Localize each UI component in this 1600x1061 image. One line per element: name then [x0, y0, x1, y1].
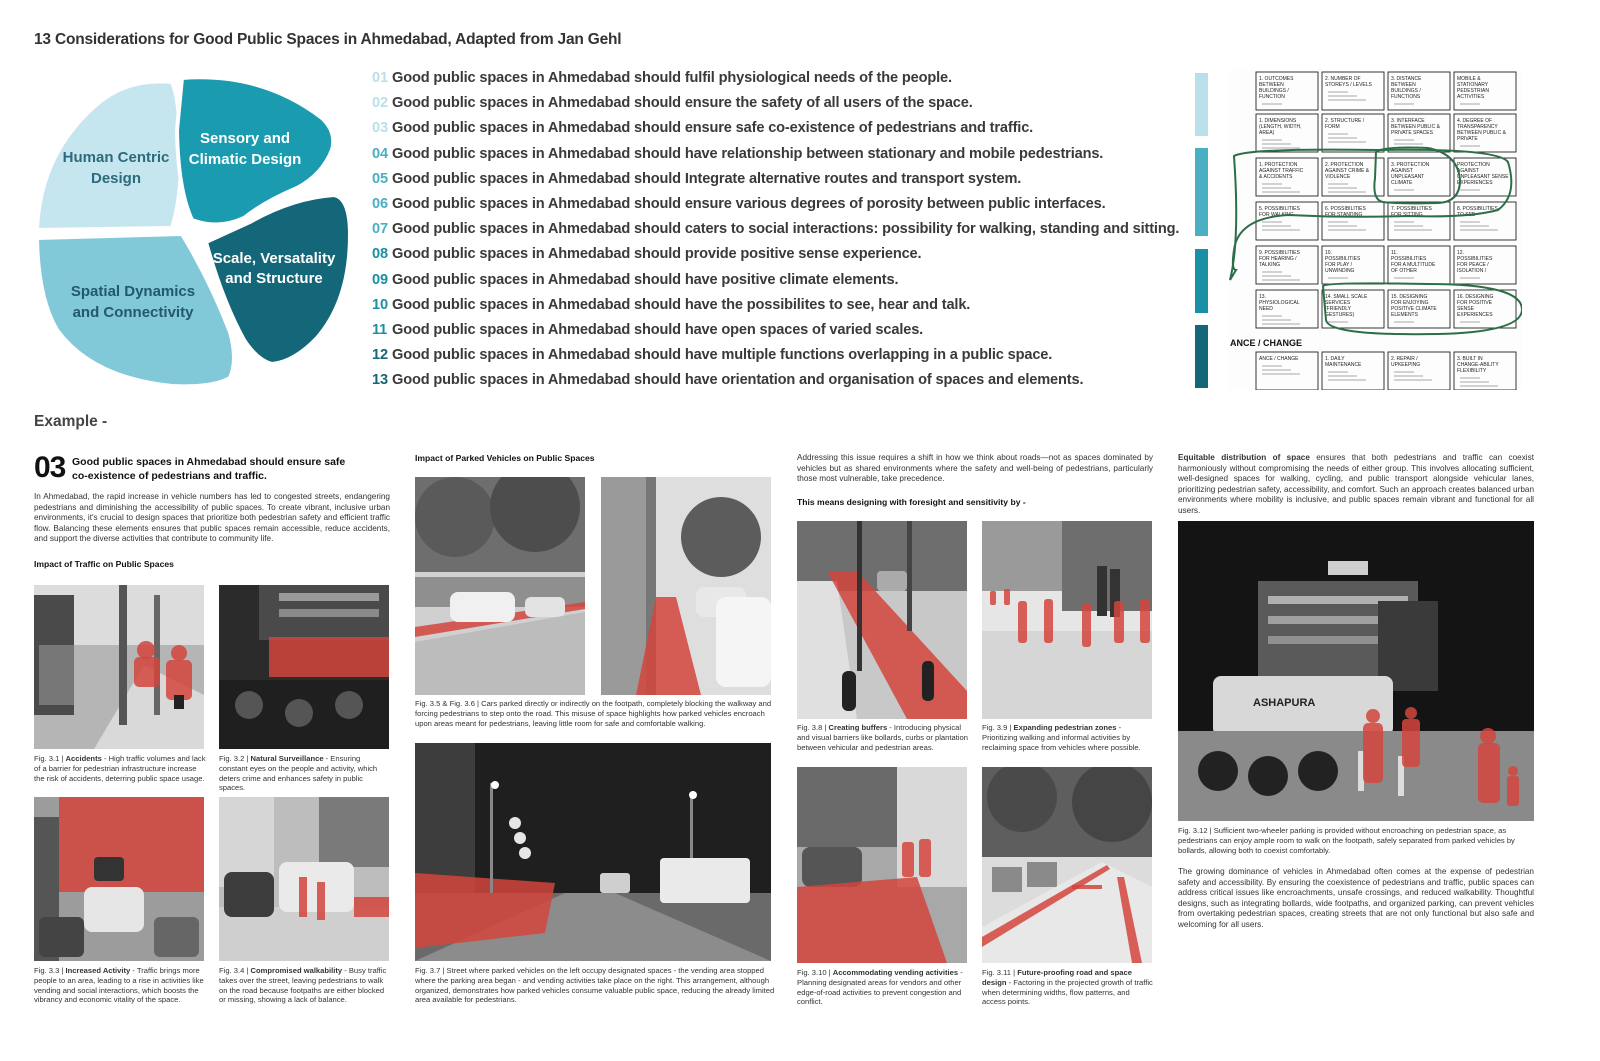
consideration-item — [372, 120, 1182, 145]
consideration-text: Good public spaces in Ahmedabad should provide positive sense experience. — [392, 246, 922, 263]
category-bar-1 — [1195, 73, 1208, 136]
gehl-checklist-sketch — [1228, 70, 1522, 390]
consideration-text: Good public spaces in Ahmedabad should ensure the safety of all users of the space. — [392, 95, 973, 112]
checklist-cell-text: 10. POSSIBILITIES FOR PLAY / UNWINDING — [1325, 250, 1361, 274]
consideration-item — [372, 95, 1182, 120]
category-bar-4 — [1195, 325, 1208, 388]
highlight-overlay — [1480, 728, 1496, 744]
caption-fig-3-8: Fig. 3.8 | Creating buffers - Introducing physical and visual barriers like bollards, curbs or plantation between vehicular and pedestrian areas. — [797, 723, 968, 752]
highlight-overlay — [1478, 743, 1500, 803]
checklist-cell-text: 14. SMALL SCALE SERVICES (FRIENDLY GESTURES) — [1325, 294, 1368, 318]
checklist-cell-text: 3. PROTECTION AGAINST UNPLEASANT CLIMATE — [1391, 162, 1430, 186]
highlight-overlay — [990, 591, 996, 605]
caption-fig-3-1: Fig. 3.1 | Accidents - High traffic volumes and lack of a barrier for pedestrian infrastructure increase the risk of accidents, deterring public space usage. — [34, 754, 206, 783]
pie-label-sensory: Sensory and — [199, 130, 291, 147]
highlight-overlay — [902, 842, 914, 877]
consideration-number: 12 — [372, 347, 388, 364]
consideration-text: Good public spaces in Ahmedabad should have relationship between stationary and mobile pedestrians. — [392, 145, 1104, 162]
highlight-overlay — [1140, 599, 1150, 643]
checklist-cell-text: 1. DAILY MAINTENANCE — [1325, 356, 1362, 368]
highlight-overlay — [1363, 723, 1383, 783]
highlight-overlay — [1366, 709, 1380, 723]
photo-fig-3-8 — [797, 521, 967, 719]
col3-heading: This means designing with foresight and sensitivity by - — [797, 497, 1026, 507]
caption-fig-3-4: Fig. 3.4 | Compromised walkability - Busy traffic takes over the street, leaving pedestrians to walk on the road because footpaths are either blocked or missing, showing a lack of balance. — [219, 966, 387, 1005]
consideration-text: Good public spaces in Ahmedabad should have the possibilites to see, hear and talk. — [392, 296, 971, 313]
consideration-number: 09 — [372, 271, 388, 288]
traffic-heading: Impact of Traffic on Public Spaces — [34, 559, 174, 569]
consideration-number: 06 — [372, 195, 388, 212]
pie-label-human-centric-2: Design — [90, 170, 142, 187]
checklist-cell-text: 3. BUILT IN CHANGE-ABILITY FLEXIBILITY — [1457, 356, 1499, 374]
highlight-overlay — [171, 645, 187, 661]
consideration-item — [372, 171, 1182, 196]
highlight-overlay — [1507, 776, 1519, 806]
example-title: Good public spaces in Ahmedabad should ensure safe co-existence of pedestrians and traffic. — [72, 456, 346, 482]
highlight-overlay — [166, 660, 192, 700]
consideration-number: 10 — [372, 296, 388, 313]
checklist-cell-text: 1. PROTECTION AGAINST TRAFFIC & ACCIDENTS — [1259, 162, 1304, 180]
pie-label-sensory-2: Climatic Design — [188, 151, 302, 168]
caption-fig-3-7: Fig. 3.7 | Street where parked vehicles on the left occupy designated spaces - the vending area stopped where the parking area began - and vending activities take place on the right. This arrangement, although organized, demonstrates how parked vehicles consume valuable public space, reducing the already limited area available for pedestrians. — [415, 966, 775, 1005]
caption-fig-3-11: Fig. 3.11 | Future-proofing road and space design - Factoring in the projected growth of traffic when determining widths, flow patterns, and access points. — [982, 968, 1153, 1007]
highlight-overlay — [134, 657, 160, 687]
checklist-cell-text: 6. POSSIBILITIES FOR STANDING — [1325, 206, 1366, 218]
highlight-overlay — [299, 877, 307, 917]
photo-fig-3-10 — [797, 767, 967, 963]
photo-fig-3-3 — [34, 797, 204, 961]
consideration-text: Good public spaces in Ahmedabad should have positive climate elements. — [392, 271, 899, 288]
consideration-item — [372, 146, 1182, 171]
example-intro: In Ahmedabad, the rapid increase in vehicle numbers has led to congested streets, endangering pedestrians and diminishing the accessibility of public spaces. To create vibrant, inclusive urban environments, it's crucial to design spaces that prioritize both pedestrian safety and efficient traffic flow. Balancing these elements ensures that public spaces remain accessible, reduce accidents, and support the diverse activities that contribute to community life. — [34, 492, 390, 544]
highlight-overlay — [1082, 603, 1091, 647]
parked-heading: Impact of Parked Vehicles on Public Spaces — [415, 453, 595, 463]
consideration-text: Good public spaces in Ahmedabad should caters to social interactions: possibility for walking, standing and sitting. — [392, 221, 1180, 238]
caption-fig-3-3: Fig. 3.3 | Increased Activity - Traffic brings more people to an area, leading to a rise in activities like vending and social interactions, which boosts the vibrancy and economic vitality of the space. — [34, 966, 204, 1005]
checklist-cell-text: 13. PHYSIOLOGICAL NEED — [1259, 294, 1300, 312]
highlight-overlay — [269, 637, 389, 677]
checklist-cell-text: 15. DESIGNING FOR ENJOYING POSITIVE CLIMATE ELEMENTS — [1391, 294, 1437, 318]
photo-fig-3-12 — [1178, 521, 1534, 821]
consideration-number: 02 — [372, 95, 388, 112]
consideration-item — [372, 322, 1182, 347]
col4-intro: Equitable distribution of space ensures that both pedestrians and traffic can coexist harmoniously without compromising the needs of either group. This involves allocating sufficient, well-designed spaces for walking, cycling, and public transport alongside vehicular lanes, prioritizing pedestrian safety, accessibility, and comfort. Such an approach creates balanced urban environments where mobility is inclusive, and public spaces remain vibrant and functional for all users. — [1178, 453, 1534, 515]
consideration-item — [372, 347, 1182, 372]
photo-fig-3-11 — [982, 767, 1152, 963]
caption-fig-3-2: Fig. 3.2 | Natural Surveillance - Ensuring constant eyes on the people and activity, which deters crime and enhances safety in public spaces. — [219, 754, 378, 793]
checklist-cell-text: 2. STRUCTURE / FORM — [1325, 118, 1365, 130]
checklist-cell-text: 1. OUTCOMES BETWEEN BUILDINGS / FUNCTION — [1259, 76, 1294, 100]
pie-label-scale: Scale, Versatality — [212, 250, 336, 267]
checklist-cell-text: 7. POSSIBILITIES FOR SITTING — [1391, 206, 1432, 218]
example-heading: Example - — [34, 413, 108, 430]
photo-fig-3-2 — [219, 585, 389, 749]
consideration-text: Good public spaces in Ahmedabad should fulfil physiological needs of the people. — [392, 70, 952, 86]
consideration-text: Good public spaces in Ahmedabad should ensure various degrees of porosity between public interfaces. — [392, 195, 1106, 212]
consideration-number: 05 — [372, 170, 388, 187]
consideration-text: Good public spaces in Ahmedabad should have orientation and organisation of spaces and elements. — [392, 372, 1084, 389]
checklist-section-label: ANCE / CHANGE — [1230, 338, 1303, 348]
checklist-cell-text: MOBILE & STATIONARY PEDESTRIAN ACTIVITIES — [1457, 76, 1489, 100]
checklist-cell-text: 2. PROTECTION AGAINST CRIME & VIOLENCE — [1325, 162, 1370, 180]
photo-fig-3-4 — [219, 797, 389, 961]
consideration-number: 08 — [372, 246, 388, 263]
consideration-item — [372, 196, 1182, 221]
consideration-text: Good public spaces in Ahmedabad should Integrate alternative routes and transport system. — [392, 170, 1022, 187]
checklist-cell-text: 9. POSSIBILITIES FOR HEARING / TALKING — [1259, 250, 1300, 268]
category-bar-3 — [1195, 249, 1208, 313]
highlight-overlay — [59, 797, 204, 892]
highlight-overlay — [354, 897, 389, 917]
consideration-item — [372, 297, 1182, 322]
checklist-cell-text: 16. DESIGNING FOR POSITIVE SENSE EXPERIENCES — [1457, 294, 1494, 318]
checklist-cell-text: PROTECTION AGAINST UNPLEASANT SENSE EXPERIENCES — [1457, 162, 1509, 186]
pie-label-human-centric: Human Centric — [62, 149, 170, 166]
bus-sign: ASHAPURA — [1253, 697, 1316, 709]
consideration-item — [372, 272, 1182, 297]
checklist-cell-text: 5. POSSIBILITIES FOR WALKING — [1259, 206, 1300, 218]
considerations-list — [372, 70, 1182, 397]
highlight-overlay — [919, 839, 931, 877]
consideration-number: 07 — [372, 221, 388, 238]
highlight-overlay — [137, 641, 155, 659]
consideration-item — [372, 246, 1182, 271]
considerations-pie-diagram — [32, 70, 362, 395]
highlight-overlay — [1114, 601, 1124, 643]
photo-fig-3-5 — [415, 477, 585, 695]
checklist-cell-text: 1. DIMENSIONS (LENGTH, WIDTH, AREA) — [1259, 118, 1302, 136]
col3-intro: Addressing this issue requires a shift in how we think about roads—not as spaces dominated by vehicles but as shared environments where the safety and well-being of pedestrians, particularly those most vulnerable, take precedence. — [797, 453, 1153, 484]
consideration-number: 04 — [372, 145, 388, 162]
photo-fig-3-6 — [601, 477, 771, 695]
consideration-text: Good public spaces in Ahmedabad should ensure safe co-existence of pedestrians and traffic. — [392, 120, 1034, 137]
photo-fig-3-1 — [34, 585, 204, 749]
highlight-overlay — [317, 882, 325, 920]
consideration-text: Good public spaces in Ahmedabad should have multiple functions overlapping in a public space. — [392, 347, 1053, 364]
highlight-overlay — [1018, 601, 1027, 643]
pie-label-spatial-2: and Connectivity — [72, 304, 194, 321]
checklist-cell-text: 8. POSSIBILITIES TO SEE — [1457, 206, 1498, 218]
caption-fig-3-12: Fig. 3.12 | Sufficient two-wheeler parking is provided without encroaching on pedestrian space, as pedestrians can enjoy ample room to walk on the footpath, safely separated from parked vehicles by bollards, allowing both to coexist comfortably. — [1178, 826, 1515, 855]
checklist-cell-text: 11. POSSIBILITIES FOR A MULTITUDE OF OTHER — [1391, 250, 1436, 274]
photo-fig-3-7 — [415, 743, 771, 961]
highlight-overlay — [1402, 719, 1420, 767]
highlight-overlay — [1004, 589, 1010, 605]
caption-fig-3-10: Fig. 3.10 | Accommodating vending activities - Planning designated areas for vendors and other edge-of-road activities to prevent congestion and conflict. — [797, 968, 963, 1007]
consideration-number: 13 — [372, 372, 388, 389]
consideration-text: Good public spaces in Ahmedabad should have open spaces of varied scales. — [392, 321, 924, 338]
pie-label-scale-2: and Structure — [225, 270, 323, 287]
checklist-cell-text: 2. REPAIR / UPKEEPING — [1391, 356, 1421, 368]
photo-fig-3-9 — [982, 521, 1152, 719]
checklist-cell-text: 12. POSSIBILITIES FOR PEACE / ISOLATION / — [1457, 250, 1493, 274]
col4-outro: The growing dominance of vehicles in Ahmedabad often comes at the expense of pedestrian safety and accessibility. By ensuring the coexistence of pedestrians and traffic, public spaces can address critical issues like encroachments, unsafe crossings, and reduced walkability. Thoughtful designs, such as integrating bollards, wide footpaths, and organized parking, can prevent vehicles from overtaking pedestrian spaces, creating streets that are not only functional but also safe and welcoming for all users. — [1178, 867, 1534, 929]
highlight-overlay — [1044, 599, 1053, 643]
consideration-number: 03 — [372, 120, 388, 137]
checklist-cell-text: 2. NUMBER OF STOREYS / LEVELS — [1325, 76, 1372, 88]
pie-label-spatial: Spatial Dynamics — [70, 283, 196, 300]
example-number: 03 — [34, 451, 66, 484]
consideration-item — [372, 70, 1182, 95]
highlight-overlay — [1405, 707, 1417, 719]
checklist-cell-text: 4. DEGREE OF TRANSPARENCY BETWEEN PUBLIC & PRIVATE — [1457, 118, 1506, 142]
caption-fig-3-9: Fig. 3.9 | Expanding pedestrian zones - Prioritizing walking and informal activities by reclaiming space from vehicles where possible. — [982, 723, 1141, 752]
consideration-number: 01 — [372, 70, 388, 86]
page-title: 13 Considerations for Good Public Spaces in Ahmedabad, Adapted from Jan Gehl — [34, 31, 622, 48]
category-bar-2 — [1195, 148, 1208, 236]
checklist-cell-text: 3. DISTANCE BETWEEN BUILDINGS / FUNCTIONS — [1391, 76, 1422, 100]
highlight-overlay — [1508, 766, 1518, 776]
checklist-cell-text: ANCE / CHANGE — [1259, 356, 1299, 362]
consideration-number: 11 — [372, 321, 388, 338]
highlight-overlay — [1072, 885, 1102, 889]
consideration-item — [372, 221, 1182, 246]
checklist-cell-text: 3. INTERFACE BETWEEN PUBLIC & PRIVATE SPACES — [1391, 118, 1440, 136]
consideration-item — [372, 372, 1182, 397]
caption-fig-3-5-3-6: Fig. 3.5 & Fig. 3.6 | Cars parked directly or indirectly on the footpath, completely blocking the walkway and forcing pedestrians to step onto the road. This misuse of space highlights how parked vehicles encroach upon areas meant for pedestrians, leaving little room for safe and comfortable walking. — [415, 699, 772, 728]
